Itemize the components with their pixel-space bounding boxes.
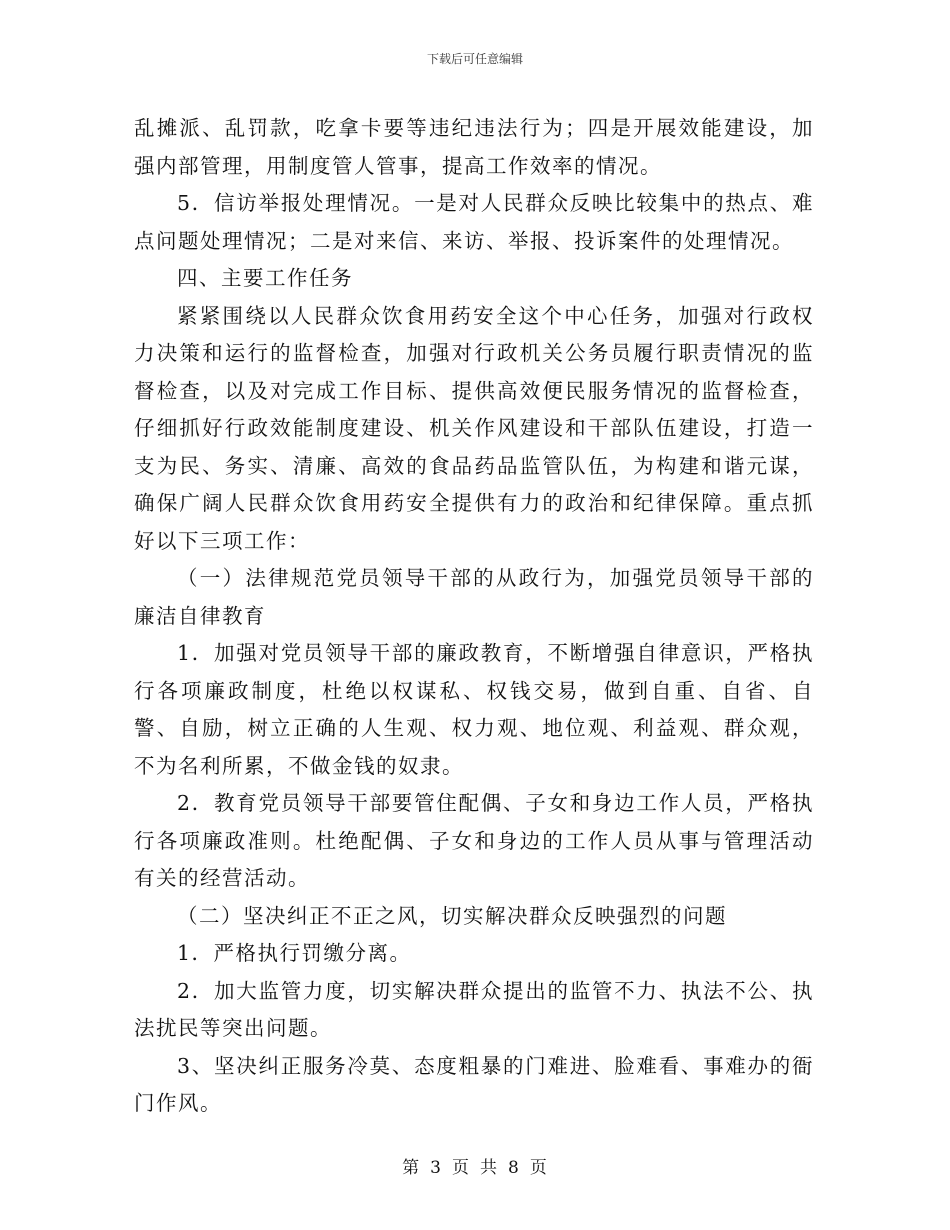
page-label: 第 bbox=[402, 1158, 421, 1178]
paragraph-2-2: 2．加大监管力度，切实解决群众提出的监管不力、执法不公、执法扰民等突出问题。 bbox=[134, 978, 814, 1040]
total-pages: 8 bbox=[508, 1158, 520, 1178]
total-unit: 页 bbox=[529, 1158, 548, 1178]
section-heading-4: 四、主要工作任务 bbox=[177, 266, 353, 290]
page-number: 3 bbox=[430, 1158, 442, 1178]
paragraph-item-5: 5．信访举报处理情况。一是对人民群众反映比较集中的热点、难点问题处理情况；二是对来信、来访、举报、投诉案件的处理情况。 bbox=[134, 191, 814, 253]
subheading-2: （二）坚决纠正不正之风，切实解决群众反映强烈的问题 bbox=[177, 903, 727, 928]
paragraph-2-3: 3、坚决纠正服务冷莫、态度粗暴的门难进、脸难看、事难办的衙门作风。 bbox=[134, 1053, 814, 1115]
page-unit: 页 bbox=[452, 1158, 470, 1178]
page-header: 下载后可任意编辑 bbox=[426, 52, 523, 66]
paragraph-1-1: 1．加强对党员领导干部的廉政教育，不断增强自律意识，严格执行各项廉政制度，杜绝以权谋私、权钱交易，做到自重、自省、自警、自励，树立正确的人生观、权力观、地位观、利益观、群众观，不为名利所累，不做金钱的奴隶。 bbox=[134, 641, 814, 778]
subheading-1: （一）法律规范党员领导干部的从政行为，加强党员领导干部的廉洁自律教育 bbox=[134, 566, 814, 628]
paragraph-continued: 乱摊派、乱罚款，吃拿卡要等违纪违法行为；四是开展效能建设，加强内部管理，用制度管人管事，提高工作效率的情况。 bbox=[134, 116, 814, 178]
page-footer bbox=[0, 1153, 950, 1178]
paragraph-2-1: 1．严格执行罚缴分离。 bbox=[177, 941, 412, 965]
paragraph-1-2: 2．教育党员领导干部要管住配偶、子女和身边工作人员，严格执行各项廉政准则。杜绝配偶、子女和身边的工作人员从事与管理活动有关的经营活动。 bbox=[134, 791, 814, 890]
document-body bbox=[134, 110, 814, 1123]
total-label: 共 bbox=[480, 1158, 498, 1178]
paragraph-main-tasks: 紧紧围绕以人民群众饮食用药安全这个中心任务，加强对行政权力决策和运行的监督检查，加强对行政机关公务员履行职责情况的监督检查，以及对完成工作目标、提供高效便民服务情况的监督检查，仔细抓好行政效能制度建设、机关作风建设和干部队伍建设，打造一支为民、务实、清廉、高效的食品药品监管队伍，为构建和谐元谋，确保广阔人民群众饮食用药安全提供有力的政治和纪律保障。重点抓好以下三项工作： bbox=[134, 303, 814, 553]
